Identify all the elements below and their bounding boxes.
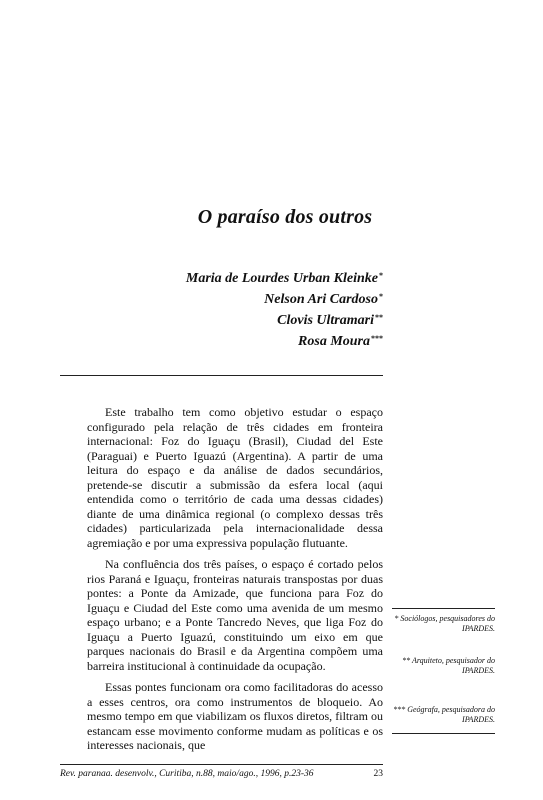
page-number: 23 — [373, 769, 383, 779]
body-paragraph: Essas pontes funcionam ora como facilitadoras do acesso a esses centros, ora como instrumentos de bloqueio. Ao mesmo tempo em que viabilizam os fluxos diretos, filtram ou estancam esse movimento conforme mudam as políticas e os interesses nacionais, que — [87, 680, 383, 752]
footnote-mark: *** — [393, 705, 406, 714]
author-entry — [186, 310, 383, 331]
author-name: Clovis Ultramari — [277, 313, 374, 328]
journal-citation: Rev. paranaa. desenvolv., Curitiba, n.88, maio/ago., 1996, p.23-36 — [60, 769, 314, 779]
author-name: Nelson Ari Cardoso — [264, 292, 378, 307]
author-list — [186, 268, 383, 352]
footnote-mark: ** — [402, 656, 411, 665]
author-footnote-mark: ** — [375, 313, 383, 322]
footnote-text: Sociólogos, pesquisadores do IPARDES. — [400, 614, 495, 633]
author-footnote-mark: * — [379, 271, 383, 280]
author-entry — [186, 331, 383, 352]
footnote — [380, 705, 495, 725]
footnote-divider — [392, 733, 495, 734]
author-name: Maria de Lourdes Urban Kleinke — [185, 271, 378, 286]
footnote-text: Geógrafa, pesquisadora do IPARDES. — [407, 705, 495, 724]
article-body — [87, 405, 383, 760]
article-title: O paraíso dos outros — [197, 206, 373, 228]
author-name: Rosa Moura — [298, 334, 370, 349]
body-paragraph: Este trabalho tem como objetivo estudar o espaço configurado pela relação de três cidades em fronteira internacional: Foz do Iguaçu (Brasil), Ciudad del Este (Paraguai) e Puerto Iguazú (Argentina). A partir de uma leitura do espaço e da análise de dados secundários, pretende-se discutir a submissão da esfera local (aqui entendida como o território de cada uma dessas cidades) diante de uma dinâmica regional (o complexo dessas três cidades) particularizada pela internacionalidade dessa agremiação e por uma expressiva população flutuante. — [87, 405, 383, 550]
footnote-divider — [392, 608, 495, 609]
footnote — [380, 656, 495, 676]
author-footnote-mark: * — [379, 292, 383, 301]
page-footer — [60, 764, 383, 779]
header-divider — [60, 375, 383, 376]
footnote-text: Arquiteto, pesquisador do IPARDES. — [411, 656, 495, 675]
footnote — [380, 614, 495, 634]
author-entry — [186, 289, 383, 310]
body-paragraph: Na confluência dos três países, o espaço é cortado pelos rios Paraná e Iguaçu, fronteiras naturais transpostas por duas pontes: a Ponte da Amizade, que funciona para Foz do Iguaçu e Ciudad del Este como uma avenida de um mesmo espaço urbano; e a Ponte Tancredo Neves, que liga Foz do Iguaçu a Puerto Iguazú, constituindo um eixo em que parques nacionais do Brasil e da Argentina compõem uma barreira institucional à continuidade da ocupação. — [87, 557, 383, 673]
author-entry — [186, 268, 383, 289]
footnote-mark: * — [394, 614, 399, 623]
author-footnote-mark: *** — [371, 334, 383, 343]
